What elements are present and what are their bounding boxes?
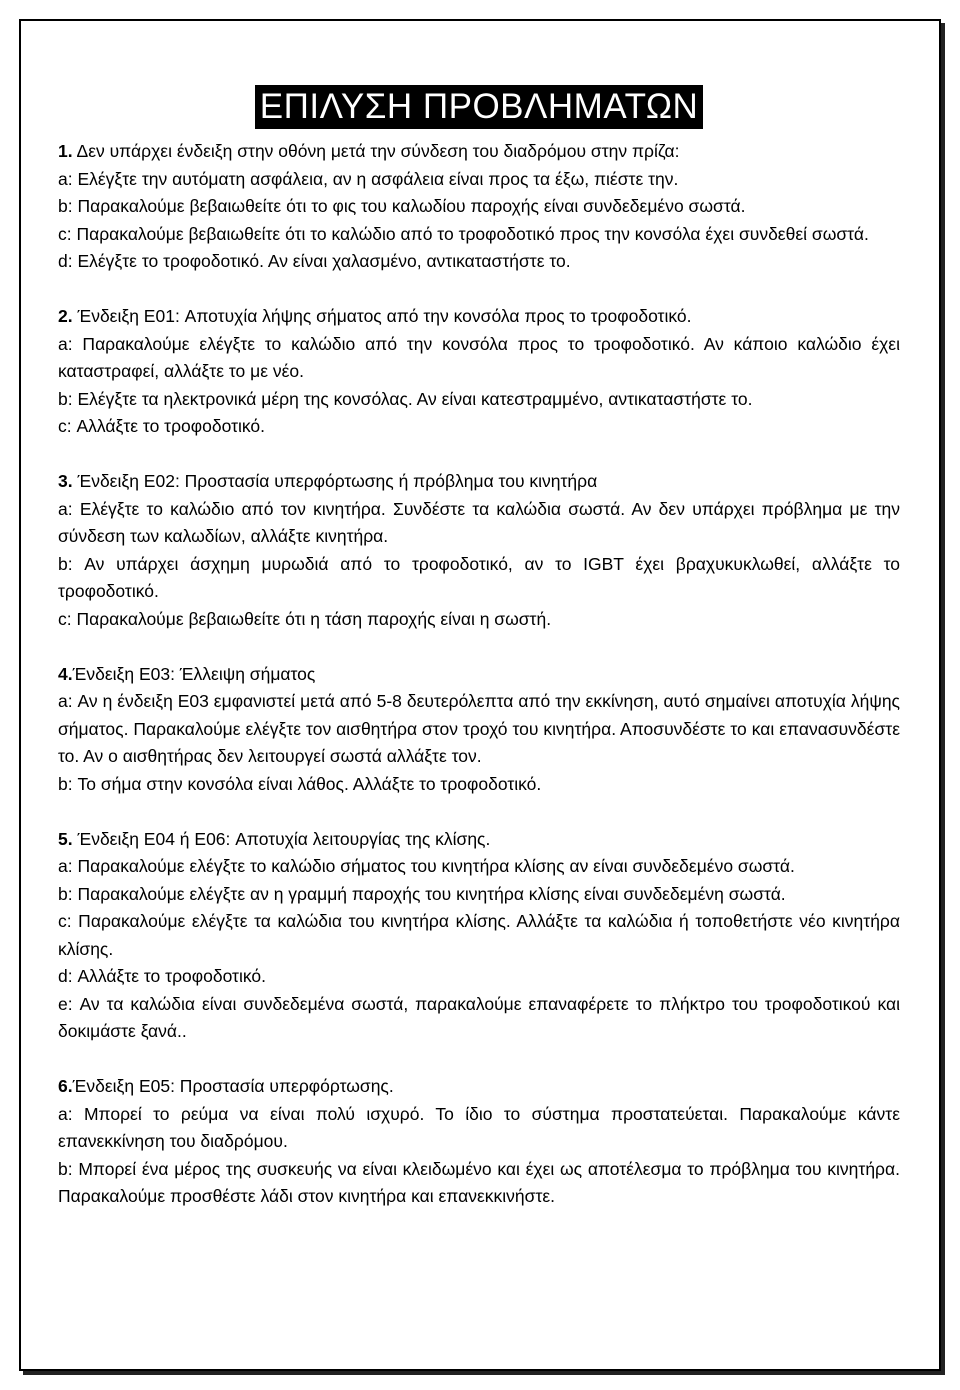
solution-item: a: Παρακαλούμε ελέγξτε το καλώδιο σήματος του κινητήρα κλίσης αν είναι συνδεδεμένο σωστά. <box>58 856 795 876</box>
section-heading-text: Ένδειξη E03: Έλλειψη σήματος <box>72 663 316 684</box>
section-number: 5. <box>58 828 73 849</box>
troubleshooting-section <box>58 661 900 799</box>
section-number: 6. <box>58 1076 73 1096</box>
section-heading-text: Ένδειξη E04 ή E06: Αποτυχία λειτουργίας της κλίσης. <box>72 828 491 849</box>
solution-item: b: Μπορεί ένα μέρος της συσκευής να είναι κλειδωμένο και έχει ως αποτέλεσμα το πρόβλημα του κινητήρα. Παρακαλούμε προσθέστε λάδι στον κινητήρα και επανεκκινήστε. <box>58 1158 900 1206</box>
section-number: 3. <box>58 471 73 491</box>
troubleshooting-section <box>58 303 900 441</box>
solution-item: a: Μπορεί το ρεύμα να είναι πολύ ισχυρό. Το ίδιο το σύστημα προστατεύεται. Παρακαλούμε κάντε επανεκκίνηση του διαδρόμου. <box>58 1103 900 1151</box>
solution-item: a: Ελέγξτε το καλώδιο από τον κινητήρα. Συνδέστε τα καλώδια σωστά. Αν δεν υπάρχει πρόβλημα με την σύνδεση των καλωδίων, αλλάξτε κινητήρα. <box>58 498 900 546</box>
solution-item: b: Παρακαλούμε βεβαιωθείτε ότι το φις του καλωδίου παροχής είναι συνδεδεμένο σωστά. <box>58 196 746 216</box>
troubleshooting-section <box>58 468 900 633</box>
solution-item: a: Αν η ένδειξη E03 εμφανιστεί μετά από 5-8 δευτερόλεπτα από την εκκίνηση, αυτό σημαίνει αποτυχία λήψης σήματος. Παρακαλούμε ελέγξτε τον αισθητήρα στον τροχό του κινητήρα. Αποσυνδέστε το και επανασυνδέστε το. Αν ο αισθητήρας δεν λειτουργεί σωστά αλλάξτε τον. <box>58 691 900 766</box>
section-heading <box>58 468 900 496</box>
solution-item: b: Αν υπάρχει άσχημη μυρωδιά από το τροφοδοτικό, αν το IGBT έχει βραχυκυκλωθεί, αλλάξτε το τροφοδοτικό. <box>58 553 900 601</box>
section-number: 4. <box>58 663 73 684</box>
section-heading <box>58 661 900 689</box>
solution-item: a: Ελέγξτε την αυτόματη ασφάλεια, αν η ασφάλεια είναι προς τα έξω, πιέστε την. <box>58 168 679 189</box>
troubleshooting-section <box>58 138 900 276</box>
solution-item: b: Το σήμα στην κονσόλα είναι λάθος. Αλλάξτε το τροφοδοτικό. <box>58 773 542 794</box>
section-number: 2. <box>58 306 73 326</box>
troubleshooting-section <box>58 826 900 1046</box>
solution-item: c: Παρακαλούμε βεβαιωθείτε ότι η τάση παροχής είναι η σωστή. <box>58 608 552 629</box>
section-heading <box>58 826 900 854</box>
title-block <box>58 85 900 132</box>
section-number: 1. <box>58 141 73 161</box>
solution-item: e: Αν τα καλώδια είναι συνδεδεμένα σωστά, παρακαλούμε επαναφέρετε το πλήκτρο του τροφοδοτικού και δοκιμάστε ξανά.. <box>58 993 900 1041</box>
section-heading <box>58 303 900 331</box>
section-heading <box>58 138 900 166</box>
section-heading-text: Ένδειξη E02: Προστασία υπερφόρτωσης ή πρόβλημα του κινητήρα <box>72 471 598 491</box>
page-title: ΕΠΙΛΥΣΗ ΠΡΟΒΛΗΜΑΤΩΝ <box>255 85 704 129</box>
solution-item: b: Ελέγξτε τα ηλεκτρονικά μέρη της κονσόλας. Αν είναι κατεστραμμένο, αντικαταστήστε το. <box>58 388 753 409</box>
solution-item: c: Αλλάξτε το τροφοδοτικό. <box>58 416 266 436</box>
section-heading <box>58 1073 900 1101</box>
section-heading-text: Δεν υπάρχει ένδειξη στην οθόνη μετά την σύνδεση του διαδρόμου στην πρίζα: <box>72 141 680 161</box>
solution-item: a: Παρακαλούμε ελέγξτε το καλώδιο από την κονσόλα προς το τροφοδοτικό. Αν κάποιο καλώδιο έχει καταστραφεί, αλλάξτε το με νέο. <box>58 333 900 381</box>
troubleshooting-sections <box>58 138 900 1211</box>
document-content <box>58 85 900 1211</box>
troubleshooting-section <box>58 1073 900 1211</box>
section-heading-text: Ένδειξη E01: Αποτυχία λήψης σήματος από την κονσόλα προς το τροφοδοτικό. <box>72 306 692 326</box>
solution-item: d: Ελέγξτε το τροφοδοτικό. Αν είναι χαλασμένο, αντικαταστήστε το. <box>58 251 571 271</box>
solution-item: c: Παρακαλούμε βεβαιωθείτε ότι το καλώδιο από το τροφοδοτικό προς την κονσόλα έχει συνδεθεί σωστά. <box>58 223 869 244</box>
solution-item: d: Αλλάξτε το τροφοδοτικό. <box>58 966 266 986</box>
solution-item: c: Παρακαλούμε ελέγξτε τα καλώδια του κινητήρα κλίσης. Αλλάξτε τα καλώδια ή τοποθετήστε νέο κινητήρα κλίσης. <box>58 911 900 959</box>
section-heading-text: Ένδειξη E05: Προστασία υπερφόρτωσης. <box>72 1076 394 1096</box>
solution-item: b: Παρακαλούμε ελέγξτε αν η γραμμή παροχής του κινητήρα κλίσης είναι συνδεδεμένη σωστά. <box>58 883 786 904</box>
